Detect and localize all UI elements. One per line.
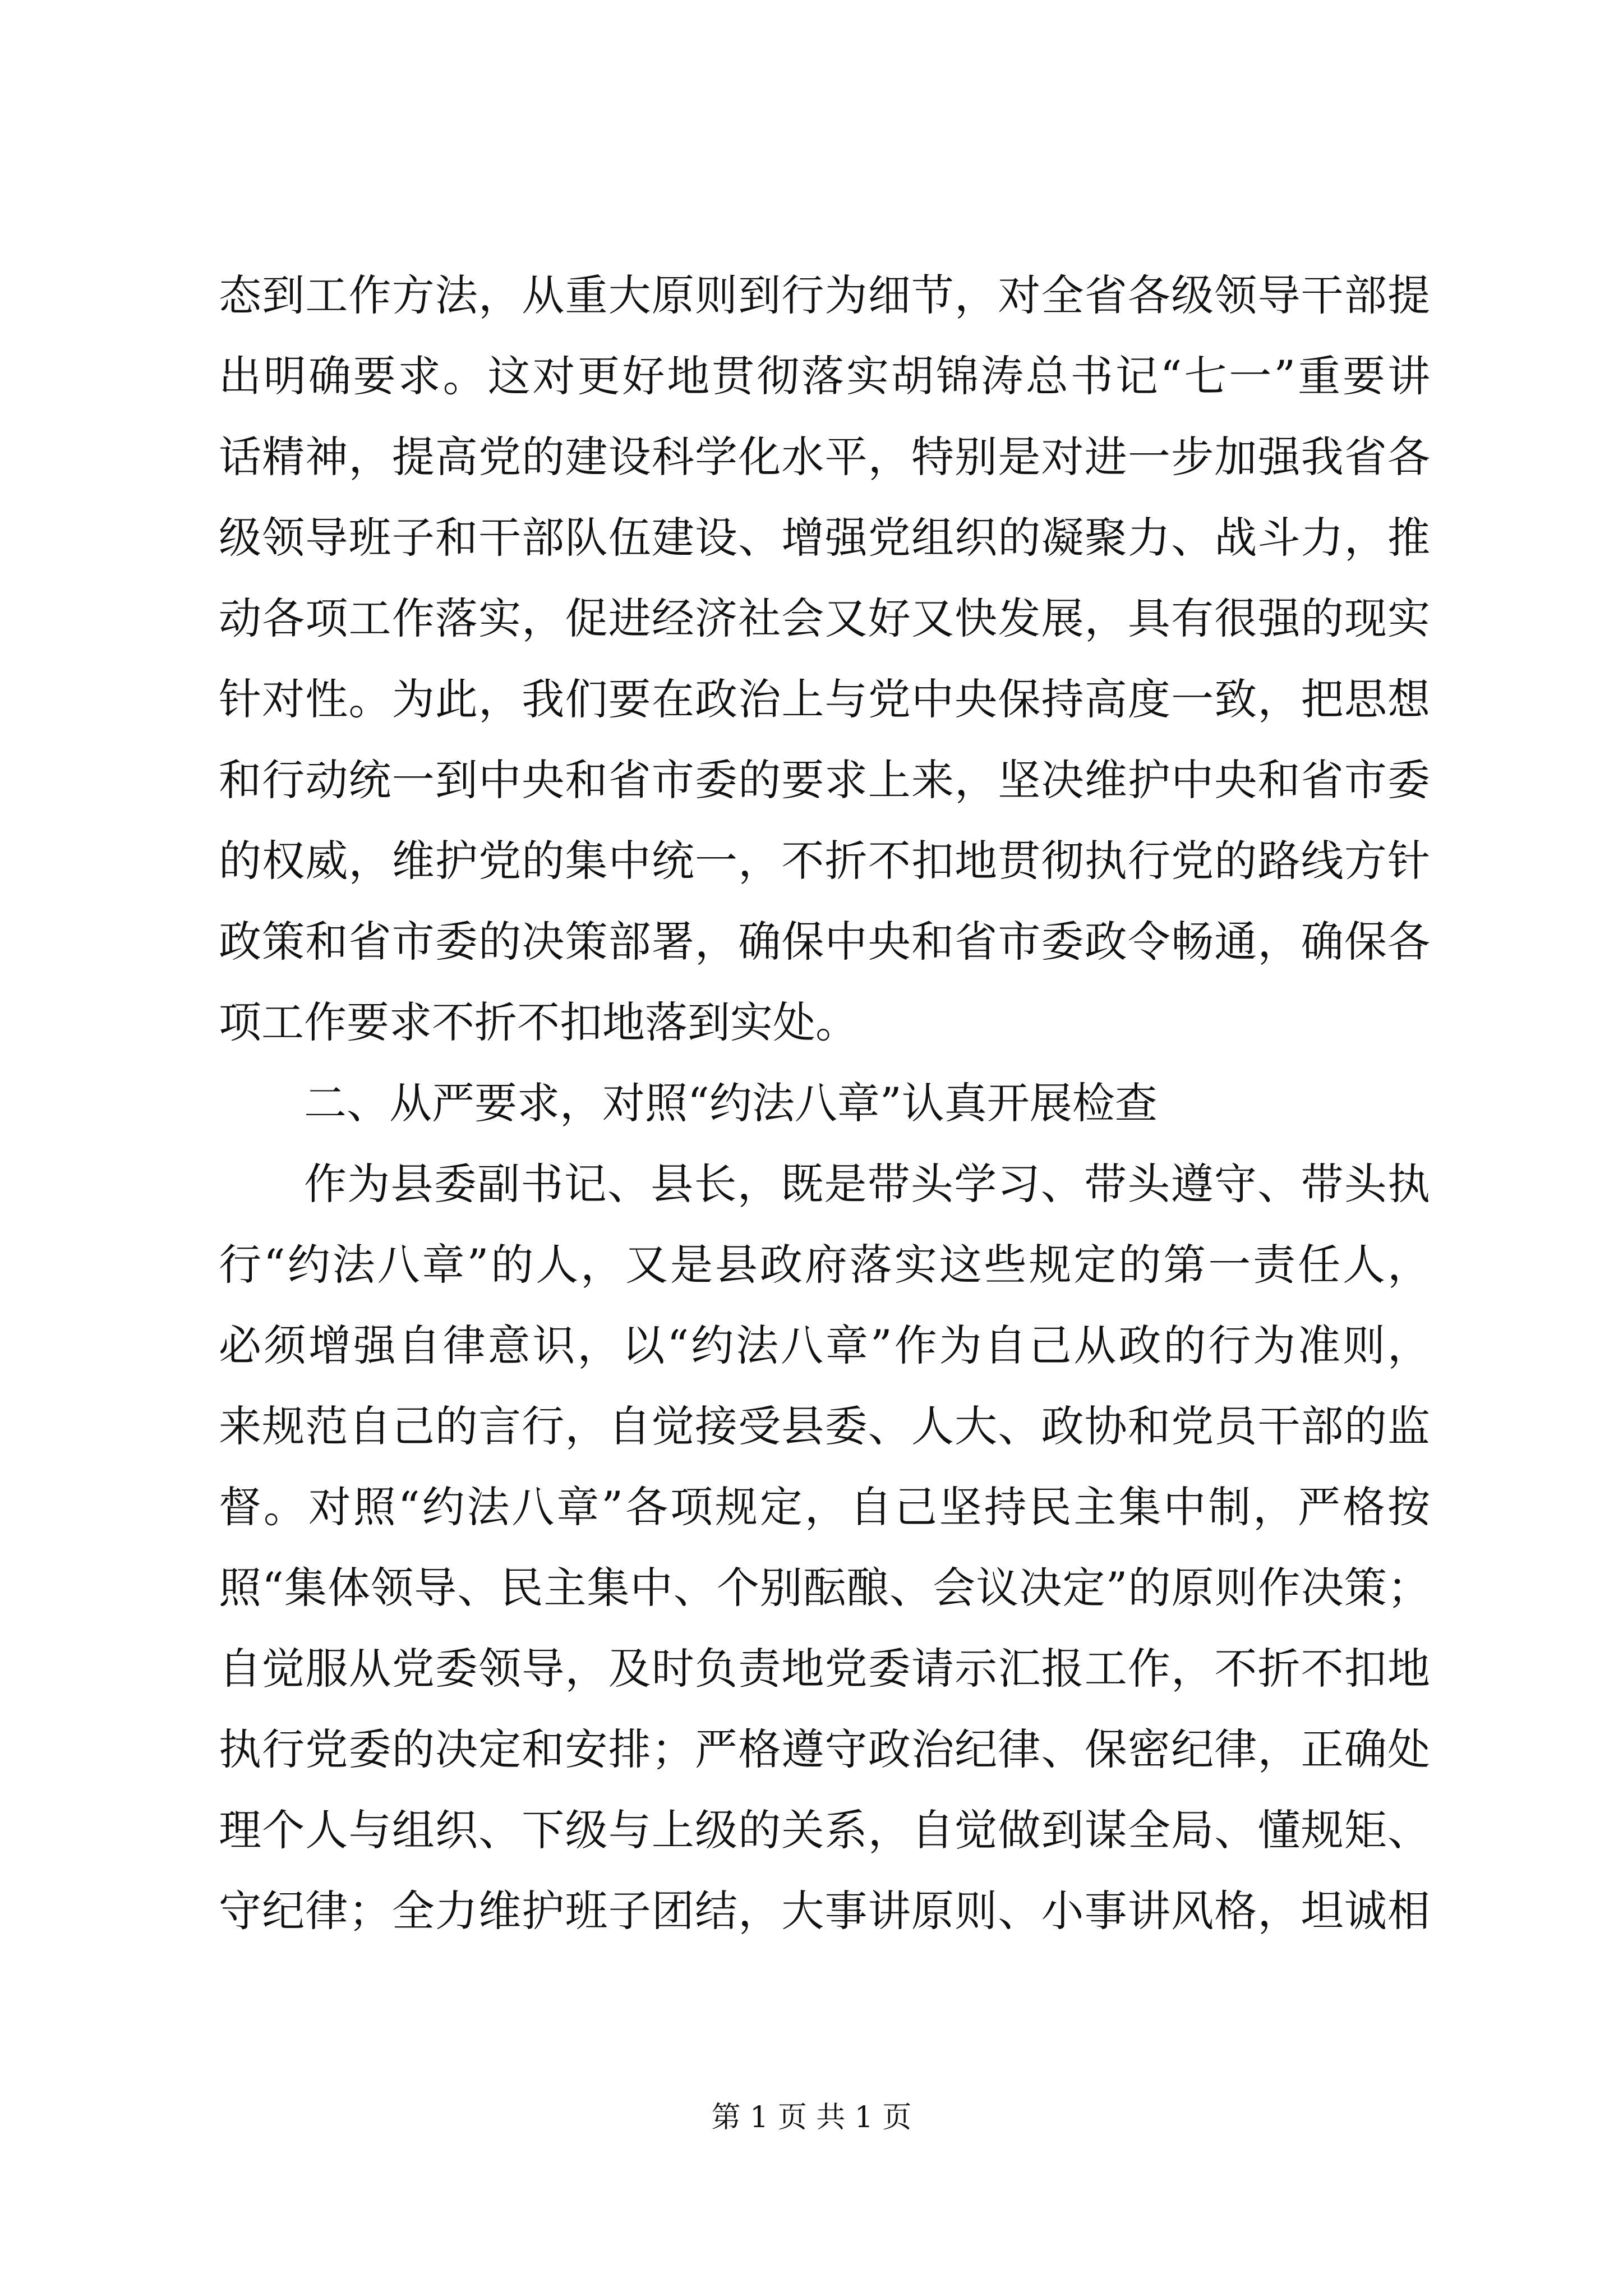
text-line: 级领导班子和干部队伍建设、增强党组织的凝聚力、战斗力，推 — [219, 513, 1430, 563]
text-line: 话精神，提高党的建设科学化水平，特别是对进一步加强我省各 — [219, 432, 1430, 482]
text-line: 来规范自己的言行，自觉接受县委、人大、政协和党员干部的监 — [219, 1401, 1430, 1451]
text-line: 照“集体领导、民主集中、个别酝酿、会议决定”的原则作决策； — [219, 1563, 1430, 1613]
text-line: 项工作要求不折不扣地落到实处。 — [219, 997, 858, 1047]
section-heading: 二、从严要求，对照“约法八章”认真开展检查 — [304, 1078, 1158, 1128]
text-line: 态到工作方法，从重大原则到行为细节，对全省各级领导干部提 — [219, 270, 1430, 320]
text-line: 行“约法八章”的人，又是县政府落实这些规定的第一责任人， — [219, 1240, 1430, 1290]
text-line: 出明确要求。这对更好地贯彻落实胡锦涛总书记“七一”重要讲 — [219, 351, 1430, 401]
text-line: 执行党委的决定和安排；严格遵守政治纪律、保密纪律，正确处 — [219, 1724, 1430, 1774]
text-line: 督。对照“约法八章”各项规定，自己坚持民主集中制，严格按 — [219, 1482, 1430, 1532]
text-line: 必须增强自律意识，以“约法八章”作为自己从政的行为准则， — [219, 1320, 1430, 1370]
text-line: 的权威，维护党的集中统一，不折不扣地贯彻执行党的路线方针 — [219, 836, 1430, 886]
page-footer: 第 1 页 共 1 页 — [711, 2101, 912, 2134]
text-line: 政策和省市委的决策部署，确保中央和省市委政令畅通，确保各 — [219, 917, 1430, 967]
text-line: 和行动统一到中央和省市委的要求上来，坚决维护中央和省市委 — [219, 755, 1430, 805]
text-line: 作为县委副书记、县长，既是带头学习、带头遵守、带头执 — [304, 1159, 1430, 1209]
text-line: 针对性。为此，我们要在政治上与党中央保持高度一致，把思想 — [219, 674, 1430, 724]
text-line: 理个人与组织、下级与上级的关系，自觉做到谋全局、懂规矩、 — [219, 1805, 1430, 1855]
text-line: 守纪律；全力维护班子团结，大事讲原则、小事讲风格，坦诚相 — [219, 1886, 1430, 1936]
text-line: 动各项工作落实，促进经济社会又好又快发展，具有很强的现实 — [219, 593, 1430, 643]
text-line: 自觉服从党委领导，及时负责地党委请示汇报工作，不折不扣地 — [219, 1644, 1430, 1694]
document-body — [219, 255, 1430, 1952]
